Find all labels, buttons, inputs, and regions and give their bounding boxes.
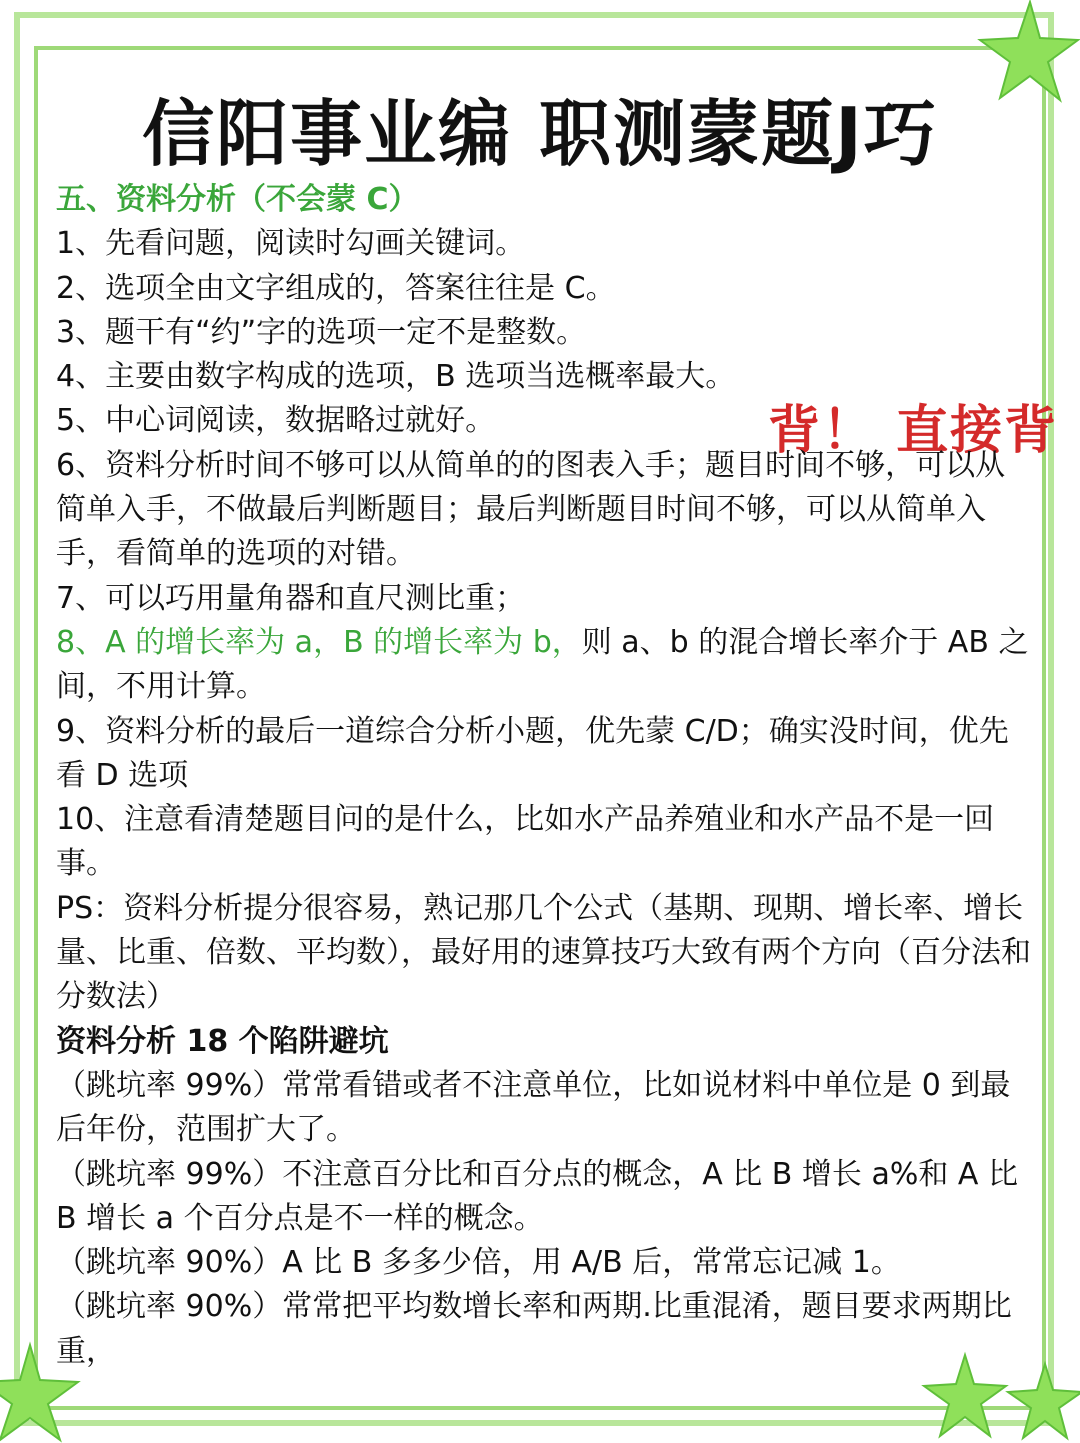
tip-item: 3、题干有“约”字的选项一定不是整数。	[56, 314, 587, 350]
tip-item: 6、资料分析时间不够可以从简单的的图表入手；题目时间不够，可以从简单入手，不做最后判断题目；最后判断题目时间不够，可以从简单入手，看简单的选项的对错。	[56, 447, 1006, 572]
trap-item: （跳坑率 99%）不注意百分比和百分点的概念，A 比 B 增长 a%和 A 比 B 增长 a 个百分点是不一样的概念。	[56, 1156, 1018, 1236]
tip-item: 10、注意看清楚题目问的是什么，比如水产品养殖业和水产品不是一回事。	[56, 802, 995, 882]
tip-item: 9、资料分析的最后一道综合分析小题，优先蒙 C/D；确实没时间，优先看 D 选项	[56, 713, 1009, 793]
tip-item: 1、先看问题，阅读时勾画关键词。	[56, 226, 526, 262]
tip-text: 则 a、b 的混合增长率介于 AB 之间，不用计算。	[56, 624, 1029, 705]
tip-item: 7、可以巧用量角器和直尺测比重；	[56, 580, 526, 616]
traps-heading: 资料分析 18 个陷阱避坑	[56, 1023, 389, 1059]
ps-note: PS：资料分析提分很容易，熟记那几个公式（基期、现期、增长率、增长量、比重、倍数、平均数），最好用的速算技巧大致有两个方向（百分法和分数法）	[56, 890, 1031, 1015]
page-title: 信阳事业编 职测蒙题J巧	[142, 92, 938, 176]
trap-item: （跳坑率 90%）常常把平均数增长率和两期.比重混淆，题目要求两期比重，	[56, 1289, 1012, 1369]
trap-item: （跳坑率 90%）A 比 B 多多少倍，用 A/B 后，常常忘记减 1。	[56, 1245, 901, 1281]
tip-highlight: 8、A 的增长率为 a，B 的增长率为 b，	[56, 624, 582, 660]
tip-item: 2、选项全由文字组成的，答案往往是 C。	[56, 270, 616, 306]
memorize-stamp: 背！ 直接背	[768, 400, 1059, 461]
article-body	[56, 178, 1031, 1374]
tip-item: 4、主要由数字构成的选项，B 选项当选概率最大。	[56, 359, 736, 395]
trap-item: （跳坑率 99%）常常看错或者不注意单位，比如说材料中单位是 0 到最后年份，范围扩大了。	[56, 1067, 1011, 1148]
section-heading: 五、资料分析（不会蒙 C）	[56, 182, 419, 217]
tip-item	[56, 621, 1031, 710]
tip-item: 5、中心词阅读，数据略过就好。	[56, 403, 496, 439]
